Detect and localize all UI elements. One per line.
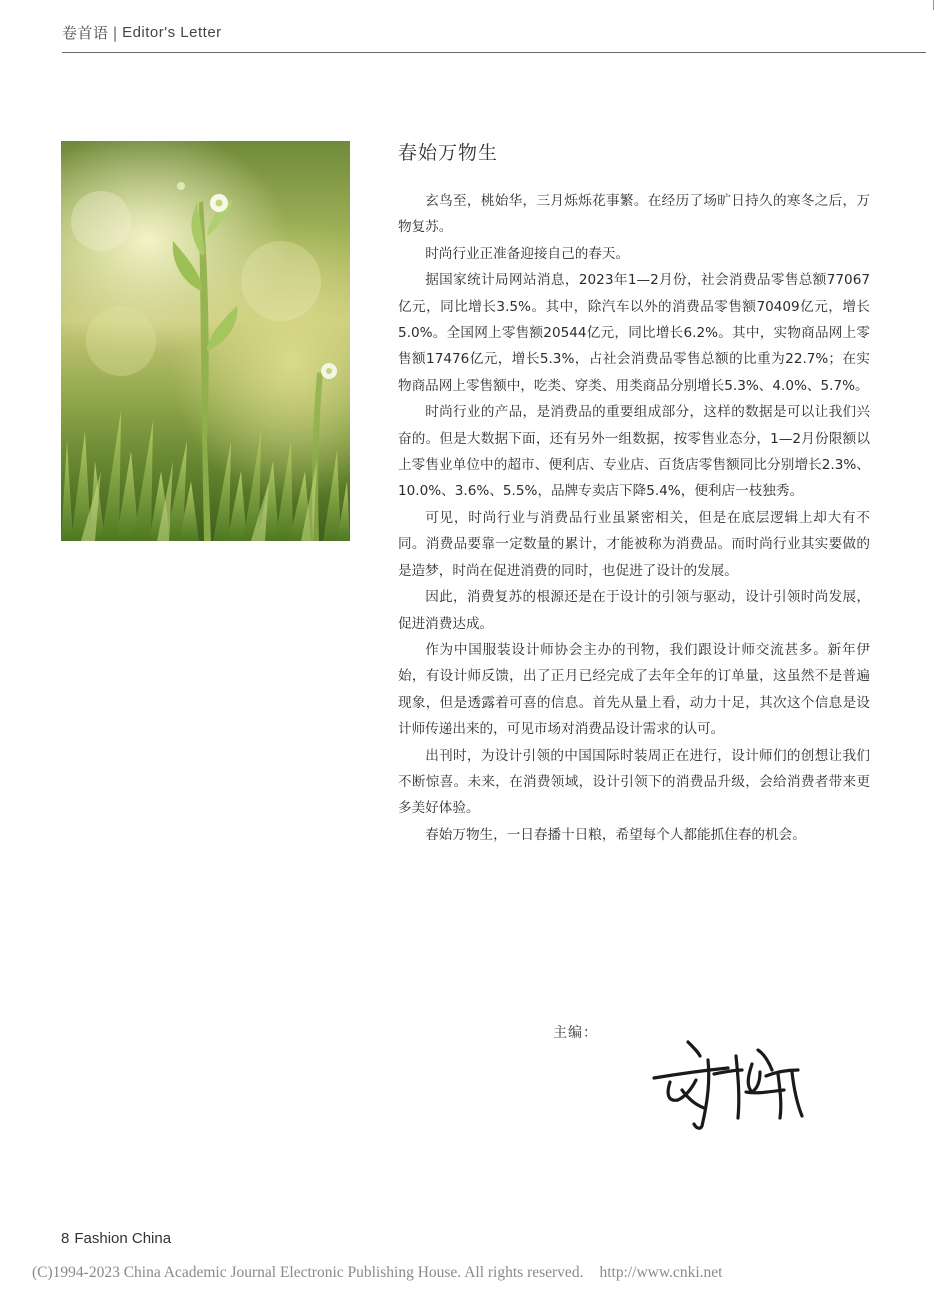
cnki-link[interactable]: http://www.cnki.net xyxy=(599,1264,723,1281)
editorial-article xyxy=(398,138,870,848)
article-paragraph-9: 春始万物生，一日春播十日粮，希望每个人都能抓住春的机会。 xyxy=(425,826,806,843)
editor-in-chief-label: 主编： xyxy=(553,1025,598,1041)
article-paragraph-8: 出刊时，为设计引领的中国国际时装周正在进行，设计师们的创想让我们不断惊喜。未来，在消费领域，设计引领下的消费品升级，会给消费者带来更多美好体验。 xyxy=(398,747,870,817)
section-name-cn: 卷首语 xyxy=(62,24,109,42)
copyright-notice xyxy=(32,1264,722,1282)
spring-grass-photo xyxy=(61,141,350,541)
page-number: 8 xyxy=(61,1230,70,1247)
page-folio xyxy=(61,1230,171,1247)
handwritten-signature xyxy=(648,1030,818,1135)
header-separator: | xyxy=(112,23,119,42)
article-paragraph-5: 可见，时尚行业与消费品行业虽紧密相关，但是在底层逻辑上却大有不同。消费品要靠一定数量的累计，才能被称为消费品。而时尚行业其实要做的是造梦，时尚在促进消费的同时，也促进了设计的发展。 xyxy=(398,509,870,579)
article-paragraph-7: 作为中国服装设计师协会主办的刊物，我们跟设计师交流甚多。新年伊始，有设计师反馈，出了正月已经完成了去年全年的订单量，这虽然不是普遍现象，但是透露着可喜的信息。首先从量上看，动力十足，其次这个信息是设计师传递出来的，可见市场对消费品设计需求的认可。 xyxy=(398,641,870,738)
article-paragraph-3: 据国家统计局网站消息，2023年1—2月份，社会消费品零售总额77067亿元，同比增长3.5%。其中，除汽车以外的消费品零售额70409亿元，增长5.0%。全国网上零售额20544亿元，同比增长6.2%。其中，实物商品网上零售额17476亿元，增长5.3%，占社会消费品零售总额的比重为22.7%；在实物商品网上零售额中，吃类、穿类、用类商品分别增长5.3%、4.0%、5.7%。 xyxy=(398,272,870,394)
article-title: 春始万物生 xyxy=(398,142,499,164)
grass-illustration xyxy=(61,141,350,541)
copyright-text: (C)1994-2023 China Academic Journal Electronic Publishing House. All rights reserved. xyxy=(32,1264,584,1281)
running-header xyxy=(62,22,926,53)
article-paragraph-2: 时尚行业正准备迎接自己的春天。 xyxy=(425,245,630,262)
publication-name: Fashion China xyxy=(74,1230,172,1247)
section-name-en: Editor's Letter xyxy=(122,24,222,41)
article-paragraph-4: 时尚行业的产品，是消费品的重要组成部分，这样的数据是可以让我们兴奋的。但是大数据下面，还有另外一组数据，按零售业态分，1—2月份限额以上零售业单位中的超市、便利店、专业店、百货店零售额同比分别增长2.3%、10.0%、3.6%、5.5%，品牌专卖店下降5.4%，便利店一枝独秀。 xyxy=(398,404,870,500)
article-paragraph-6: 因此，消费复苏的根源还是在于设计的引领与驱动，设计引领时尚发展，促进消费达成。 xyxy=(398,589,870,632)
article-paragraph-1: 玄鸟至，桃始华，三月烁烁花事繁。在经历了场旷日持久的寒冬之后，万物复苏。 xyxy=(398,193,870,236)
corner-crop-mark xyxy=(933,0,934,10)
